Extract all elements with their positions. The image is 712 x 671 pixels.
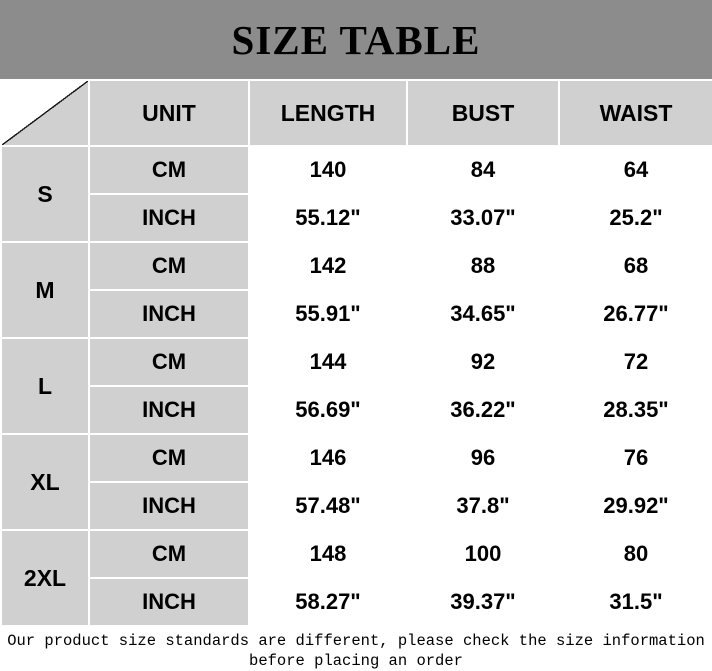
column-header-unit: UNIT: [89, 80, 249, 146]
page-title: SIZE TABLE: [231, 16, 481, 63]
size-label-s: S: [1, 146, 89, 242]
table-row: [1, 530, 712, 578]
length-value: 148: [249, 530, 407, 578]
length-value: 56.69": [249, 386, 407, 434]
bust-value: 84: [407, 146, 559, 194]
bust-value: 34.65": [407, 290, 559, 338]
note-line-1: Our product size standards are different, please check the size information: [7, 632, 705, 650]
unit-cell: INCH: [89, 194, 249, 242]
unit-cell: CM: [89, 242, 249, 290]
length-value: 146: [249, 434, 407, 482]
size-label-2xl: 2XL: [1, 530, 89, 626]
size-chart-table: [0, 79, 712, 627]
bust-value: 33.07": [407, 194, 559, 242]
waist-value: 31.5": [559, 578, 712, 626]
length-value: 55.12": [249, 194, 407, 242]
size-disclaimer-note: [0, 631, 712, 671]
table-row: [1, 482, 712, 530]
bust-value: 39.37": [407, 578, 559, 626]
waist-value: 64: [559, 146, 712, 194]
column-header-bust: BUST: [407, 80, 559, 146]
bust-value: 36.22": [407, 386, 559, 434]
size-label-l: L: [1, 338, 89, 434]
waist-value: 28.35": [559, 386, 712, 434]
waist-value: 72: [559, 338, 712, 386]
table-row: [1, 146, 712, 194]
bust-value: 88: [407, 242, 559, 290]
bust-value: 92: [407, 338, 559, 386]
note-line-2: before placing an order: [249, 652, 463, 671]
waist-value: 29.92": [559, 482, 712, 530]
length-value: 58.27": [249, 578, 407, 626]
waist-value: 26.77": [559, 290, 712, 338]
column-header-waist: WAIST: [559, 80, 712, 146]
table-row: [1, 434, 712, 482]
unit-cell: CM: [89, 434, 249, 482]
unit-cell: CM: [89, 146, 249, 194]
unit-cell: CM: [89, 530, 249, 578]
waist-value: 68: [559, 242, 712, 290]
length-value: 140: [249, 146, 407, 194]
title-banner: [0, 0, 712, 79]
unit-cell: CM: [89, 338, 249, 386]
length-value: 57.48": [249, 482, 407, 530]
unit-cell: INCH: [89, 578, 249, 626]
table-header-row: [1, 80, 712, 146]
length-value: 55.91": [249, 290, 407, 338]
waist-value: 80: [559, 530, 712, 578]
length-value: 142: [249, 242, 407, 290]
table-row: [1, 338, 712, 386]
bust-value: 96: [407, 434, 559, 482]
unit-cell: INCH: [89, 386, 249, 434]
bust-value: 100: [407, 530, 559, 578]
table-row: [1, 578, 712, 626]
length-value: 144: [249, 338, 407, 386]
table-row: [1, 242, 712, 290]
waist-value: 76: [559, 434, 712, 482]
unit-cell: INCH: [89, 482, 249, 530]
diagonal-divider-icon: [2, 81, 88, 145]
column-header-length: LENGTH: [249, 80, 407, 146]
size-label-xl: XL: [1, 434, 89, 530]
unit-cell: INCH: [89, 290, 249, 338]
table-row: [1, 290, 712, 338]
table-row: [1, 194, 712, 242]
bust-value: 37.8": [407, 482, 559, 530]
size-label-m: M: [1, 242, 89, 338]
waist-value: 25.2": [559, 194, 712, 242]
corner-diagonal-cell: [1, 80, 89, 146]
table-row: [1, 386, 712, 434]
